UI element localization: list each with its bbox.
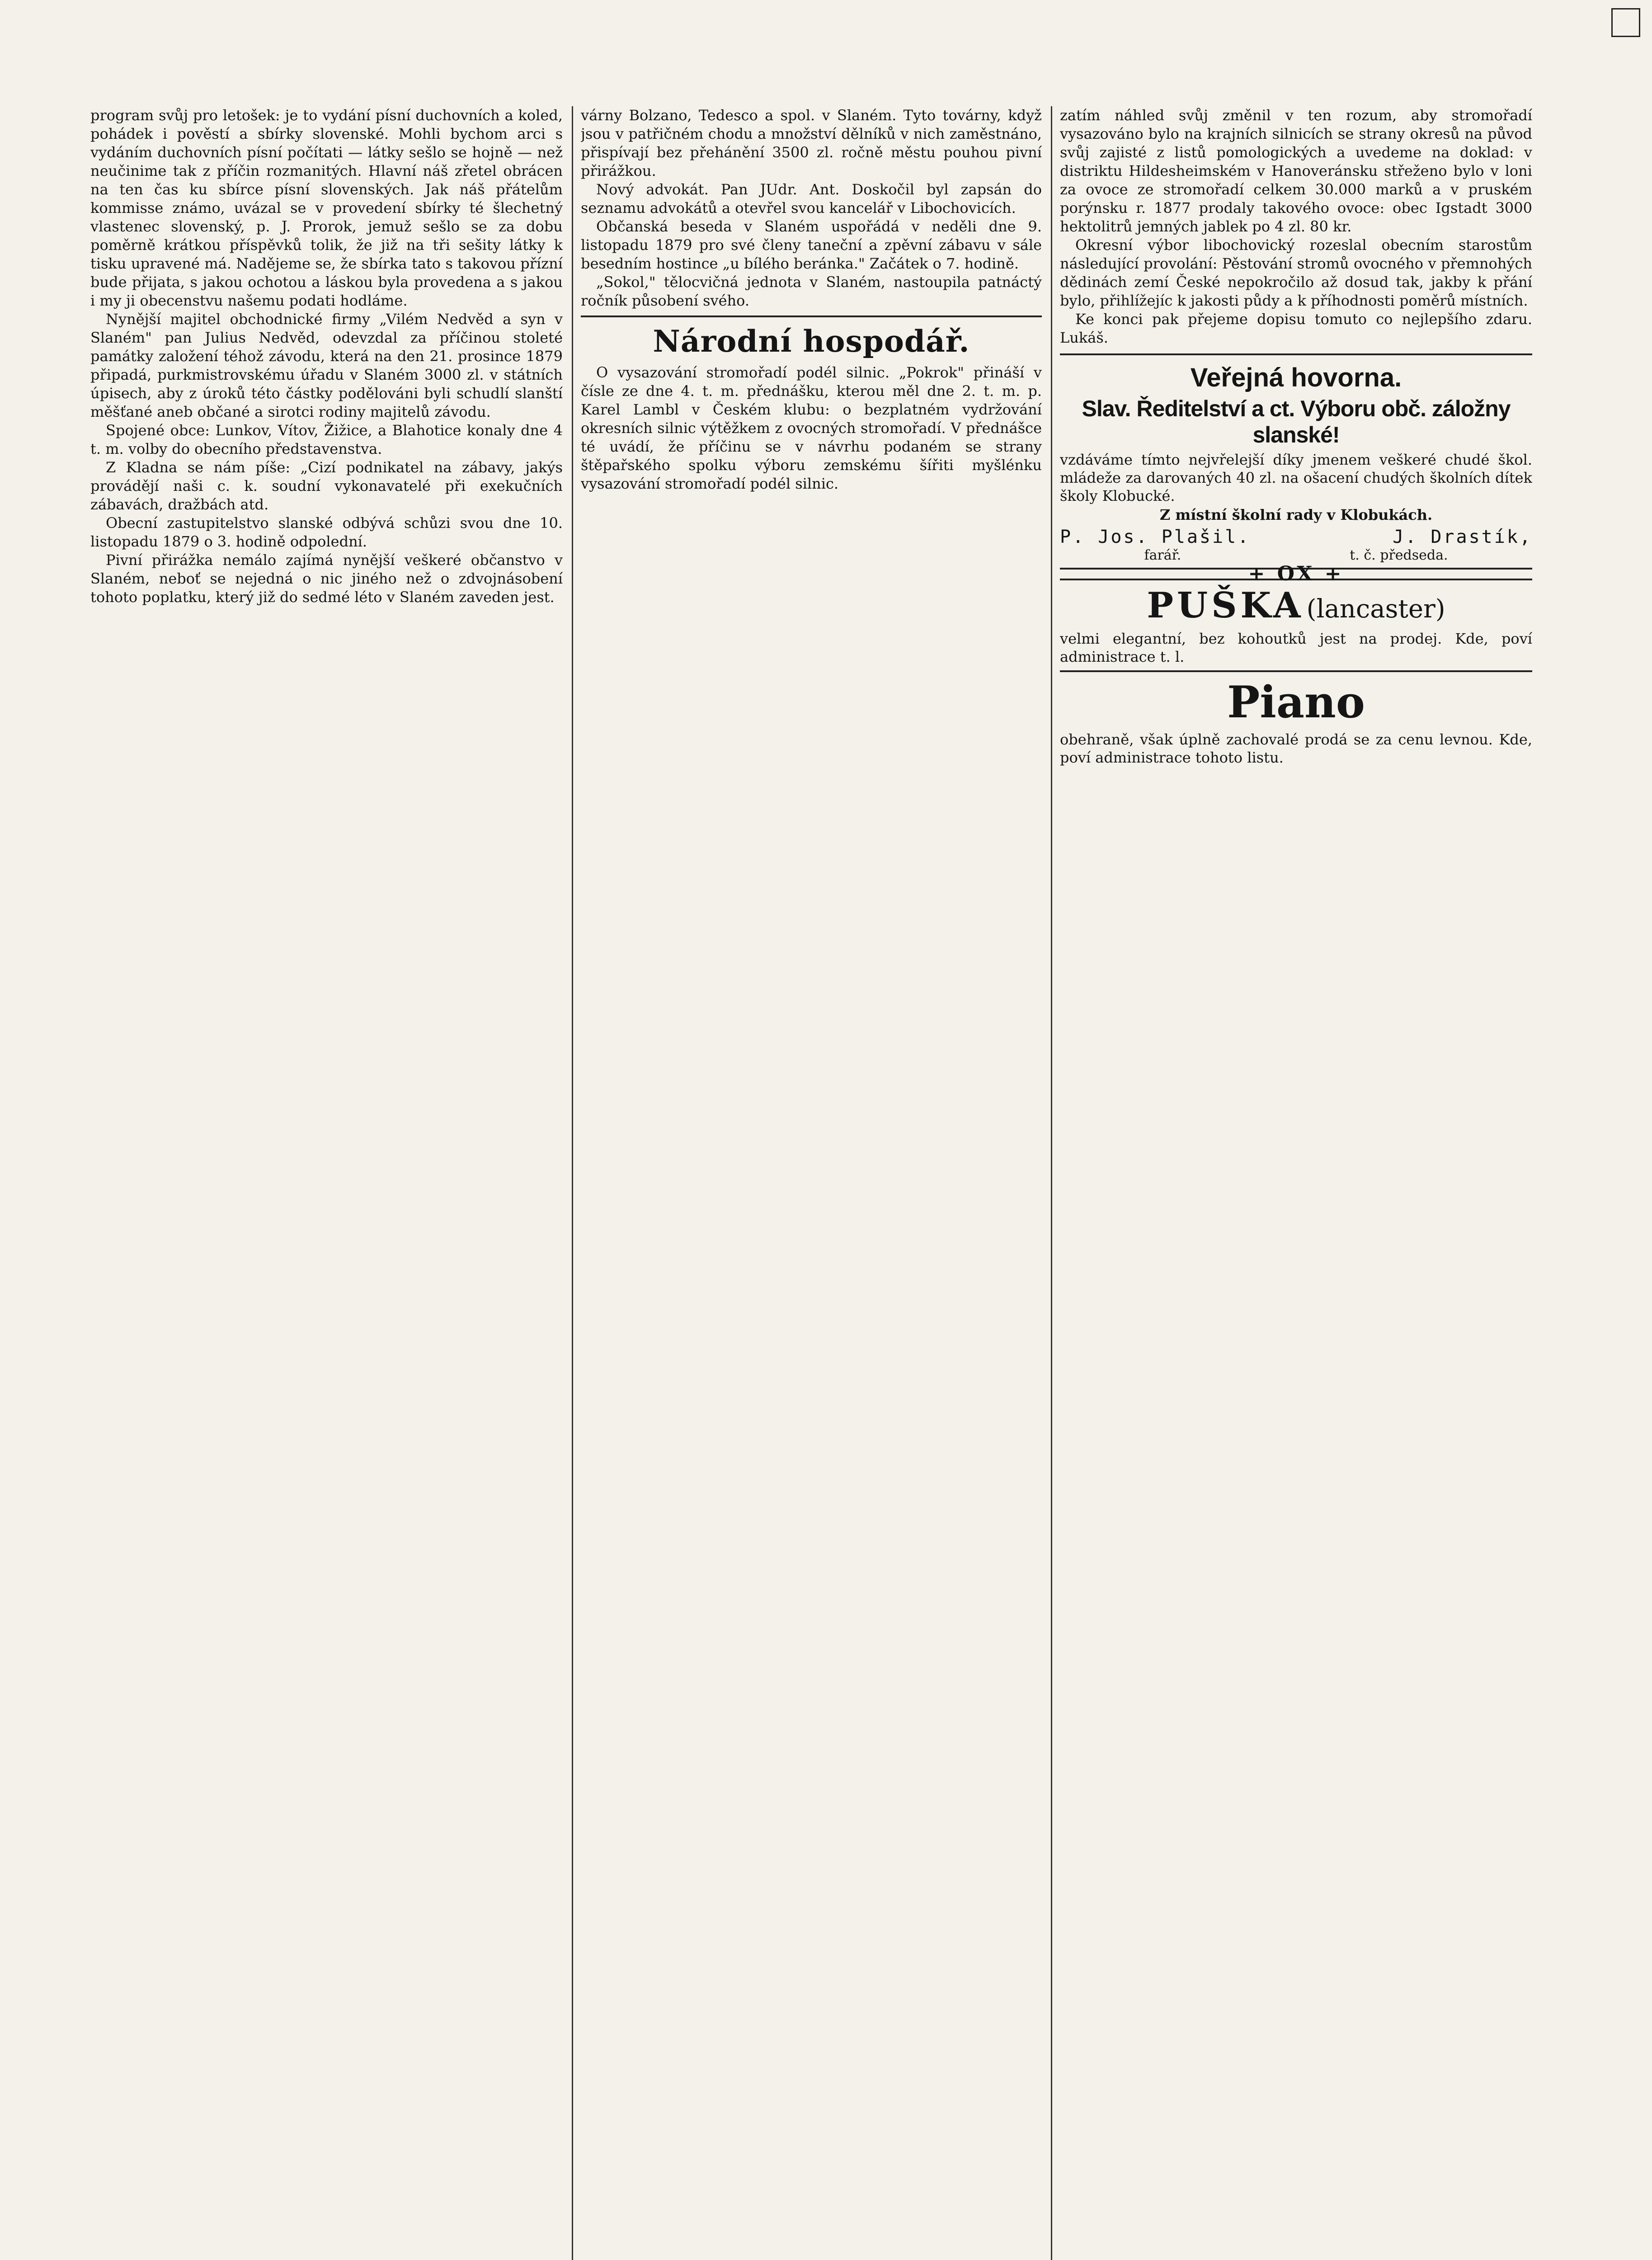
ad-signature-roles [1060, 547, 1532, 563]
article-paragraph: „Sokol," tělocvičná jednota v Slaném, nastoupila patnáctý ročník působení svého. [581, 273, 1042, 309]
article-paragraph: Občanská beseda v Slaném uspořádá v neděli dne 9. listopadu 1879 pro své členy taneční a zpěvní zábavu v sále besedním hostince „u bílého beránka." Začátek o 7. hodině. [581, 218, 1042, 272]
column-left [90, 106, 563, 2260]
article-paragraph: Ke konci pak přejeme dopisu tomuto co nejlepšího zdaru. Lukáš. [1060, 311, 1532, 346]
article-paragraph: Pivní přirážka nemálo zajímá nynější veškeré občanstvo v Slaném, neboť se nejedná o nic jiného než o zdvojnásobení tohoto poplatku, který již do sedmé léto v Slaném zaveden jest. [90, 551, 563, 606]
ad-sign-left-role: farář. [1144, 547, 1181, 563]
ornament-divider: + OX + [1060, 568, 1532, 580]
article-paragraph: Nový advokát. Pan JUdr. Ant. Doskočil byl zapsán do seznamu advokátů a otevřel svou kancelář v Libochovicích. [581, 181, 1042, 217]
column-rule-left [572, 106, 573, 2260]
column-right [1060, 106, 1532, 2260]
ad-hovorna-body: vzdáváme tímto nejvřelejší díky jmenem veškeré chudé škol. mládeže za darovaných 40 zl. na ošacení chudých školních dítek školy Klobucké. [1060, 451, 1532, 504]
article-paragraph: Obecní zastupitelstvo slanské odbývá schůzi svou dne 10. listopadu 1879 o 3. hodině odpolední. [90, 514, 563, 550]
article-paragraph: program svůj pro letošek: je to vydání písní duchovních a koled, pohádek i pověstí a sbírky slovenské. Mohli bychom arci s vydáním duchovních písní počítati — látky sešlo se hojně — než neučinime tak z příčin rozmanitých. Hlavní náš zřetel obrácen na ten čas ku sbírce písní slovenských. Jak náš přátelům kommisse známo, uvázal se v provedení sbírky té šlechetný vlastenec slovenský, p. J. Prorok, jemuž sešlo se za dobu poměrně krátkou příspěvků tolik, že již na tři sešity látky k tisku upravené má. Nadějeme se, že sbírka tato s takovou přízní bude přijata, s jakou ochotou a láskou byla provedena a s jakou i my ji obecenstvu našemu podati hodláme. [90, 107, 563, 309]
ad-puska-title: PUŠKA [1147, 585, 1304, 626]
article-paragraph: Okresní výbor libochovický rozeslal obecním starostům následující provolání: Pěstování stromů ovocného v přemnohých dědinách zemí České nepokročilo až dosud tak, jakby k přání bylo, přihlížejíc k jakosti půdy a k příhodnosti poměrů místních. [1060, 236, 1532, 309]
ad-signatures [1060, 527, 1532, 547]
ad-puska-body: velmi elegantní, bez kohoutků jest na prodej. Kde, poví administrace t. l. [1060, 630, 1532, 665]
ad-sign-right-role: t. č. předseda. [1350, 547, 1448, 563]
article-paragraph: Spojené obce: Lunkov, Vítov, Žižice, a Blahotice konaly dne 4 t. m. volby do obecního představenstva. [90, 422, 563, 457]
ad-hovorna-heading: Slav. Ředitelství a ct. Výboru obč. záložny slanské! [1082, 396, 1511, 447]
ad-puska [1060, 585, 1532, 626]
section-article: O vysazování stromořadí podél silnic. „Pokrok" přináší v čísle ze dne 4. t. m. přednášku, kterou měl dne 2. t. m. p. Karel Lambl v Českém klubu: o bezplatném vydržování okresních silnic výtěžkem z ovocných stromořadí. V přednášce té uvádí, že příčinu se v návrhu podaném se strany štěpařského spolku výboru zemskému šířiti myšlénku vysazování stromořadí podél silnic. [581, 364, 1042, 492]
column-rule-right [1051, 106, 1052, 2260]
ad-sign-right: J. Drastík, [1393, 527, 1532, 547]
article-paragraph: várny Bolzano, Tedesco a spol. v Slaném. Tyto továrny, když jsou v patřičném chodu a množství dělníků v nich zaměstnáno, přispívají bez přehánění 3500 zl. ročně městu pouhou pivní přirážkou. [581, 107, 1042, 179]
section-title: Národní hospodář. [581, 315, 1042, 359]
article-paragraph: Z Kladna se nám píše: „Cizí podnikatel na zábavy, jakýs provádějí naši c. k. soudní vykonavatelé při exekučních zábavách, dražbách atd. [90, 459, 563, 513]
column-middle [581, 106, 1042, 2260]
ad-hovorna-title: Veřejná hovorna. [1190, 363, 1402, 392]
ad-piano-body: obehraně, však úplně zachovalé prodá se za cenu levnou. Kde, poví administrace tohoto listu. [1060, 731, 1532, 766]
ad-puska-subtitle: (lancaster) [1306, 594, 1445, 624]
ad-hovorna-from: Z místní školní rady v Klobukách. [1159, 506, 1433, 523]
article-paragraph: Nynější majitel obchodnické firmy „Vilém Nedvěd a syn v Slaném" pan Julius Nedvěd, odevzdal za příčinou stoleté památky založení téhož závodu, která na den 21. prosince 1879 připadá, purkmistrovskému úřadu v Slaném 3000 zl. v státních úpisech, aby z úroků této částky podělováni byli schudlí slanští měšťané aneb občané a sirotci rodiny majitelů závodu. [90, 311, 563, 420]
ad-piano-title: Piano [1060, 670, 1532, 728]
ad-sign-left: P. Jos. Plašil. [1060, 527, 1251, 547]
article-paragraph: zatím náhled svůj změnil v ten rozum, aby stromořadí vysazováno bylo na krajních silnicích se strany okresů na původ svůj zajisté z listů pomologických a uvedeme na doklad: v distriktu Hildesheimském v Hanoveránsku střeženo bylo v loni za ovoce ze stromořadí celkem 30.000 marků a v pruském porýnsku r. 1877 prodaly takového ovoce: obec Igstadt 3000 hektolitrů jemných jablek po 4 zl. 80 kr. [1060, 107, 1532, 235]
advertisements [1060, 353, 1532, 767]
page-number-box [1611, 8, 1640, 37]
